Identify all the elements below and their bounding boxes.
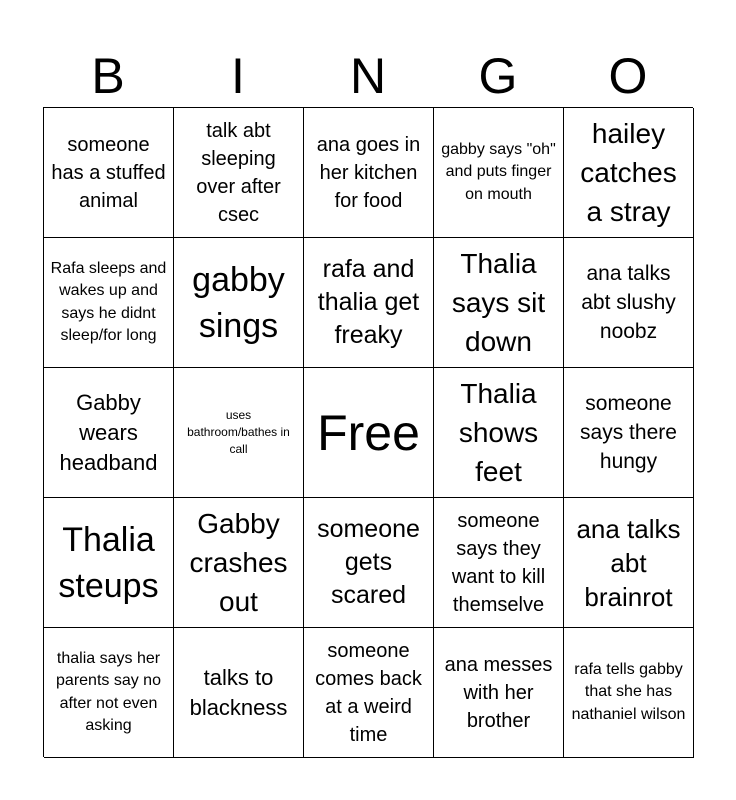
bingo-cell-r1c1[interactable] — [44, 108, 174, 238]
cell-text: someone has a stuffed animal — [51, 133, 166, 212]
cell-text: thalia says her parents say no after not even asking — [56, 649, 161, 734]
bingo-cell-r3c5[interactable] — [564, 368, 694, 498]
bingo-cell-r3c1[interactable] — [44, 368, 174, 498]
header-letter-i: I — [231, 48, 245, 104]
cell-text: Gabby crashes out — [189, 508, 288, 617]
bingo-cell-r2c5[interactable] — [564, 238, 694, 368]
bingo-cell-r2c3[interactable] — [304, 238, 434, 368]
bingo-cell-r3c4[interactable] — [434, 368, 564, 498]
cell-text: someone says there hungy — [580, 392, 677, 473]
cell-text: gabby sings — [192, 260, 285, 345]
cell-text: Rafa sleeps and wakes up and says he didnt sleep/for long — [50, 259, 167, 344]
bingo-cell-r5c1[interactable] — [44, 628, 174, 758]
bingo-header — [43, 46, 693, 106]
cell-text: ana talks abt slushy noobz — [581, 262, 676, 343]
cell-text: talk abt sleeping over after csec — [196, 119, 281, 226]
bingo-cell-r5c5[interactable] — [564, 628, 694, 758]
bingo-cell-r2c4[interactable] — [434, 238, 564, 368]
bingo-cell-r1c2[interactable] — [174, 108, 304, 238]
bingo-cell-r4c2[interactable] — [174, 498, 304, 628]
cell-text: someone says they want to kill themselve — [451, 509, 546, 616]
cell-text: Gabby wears headband — [59, 389, 158, 475]
cell-text: ana messes with her brother — [444, 653, 553, 732]
header-letter-o: O — [608, 48, 648, 104]
cell-text: Thalia steups — [58, 520, 159, 605]
bingo-cell-r5c2[interactable] — [174, 628, 304, 758]
bingo-cell-r1c5[interactable] — [564, 108, 694, 238]
bingo-cell-r3c2[interactable] — [174, 368, 304, 498]
header-letter-g: G — [478, 48, 518, 104]
cell-text: talks to blackness — [189, 664, 288, 720]
cell-text: someone gets scared — [317, 515, 420, 609]
bingo-cell-r4c3[interactable] — [304, 498, 434, 628]
cell-text: hailey catches a stray — [580, 118, 677, 227]
cell-text: gabby says "oh" and puts finger on mouth — [441, 140, 556, 203]
bingo-cell-r5c4[interactable] — [434, 628, 564, 758]
bingo-cell-r4c4[interactable] — [434, 498, 564, 628]
cell-text: Thalia says sit down — [451, 248, 546, 357]
bingo-cell-r4c5[interactable] — [564, 498, 694, 628]
bingo-cell-free[interactable] — [304, 368, 434, 498]
header-letter-b: B — [91, 48, 125, 104]
cell-text: rafa and thalia get freaky — [317, 255, 420, 349]
cell-text: uses bathroom/bathes in call — [187, 408, 290, 456]
bingo-board — [43, 107, 693, 757]
cell-text: Free — [317, 404, 420, 461]
bingo-cell-r5c3[interactable] — [304, 628, 434, 758]
bingo-cell-r4c1[interactable] — [44, 498, 174, 628]
cell-text: ana goes in her kitchen for food — [316, 133, 421, 212]
bingo-cell-r2c2[interactable] — [174, 238, 304, 368]
bingo-cell-r2c1[interactable] — [44, 238, 174, 368]
bingo-cell-r1c4[interactable] — [434, 108, 564, 238]
cell-text: rafa tells gabby that she has nathaniel wilson — [571, 660, 686, 723]
cell-text: Thalia shows feet — [458, 378, 539, 487]
cell-text: ana talks abt brainrot — [576, 513, 681, 612]
bingo-cell-r1c3[interactable] — [304, 108, 434, 238]
cell-text: someone comes back at a weird time — [315, 639, 422, 746]
header-letter-n: N — [349, 48, 387, 104]
